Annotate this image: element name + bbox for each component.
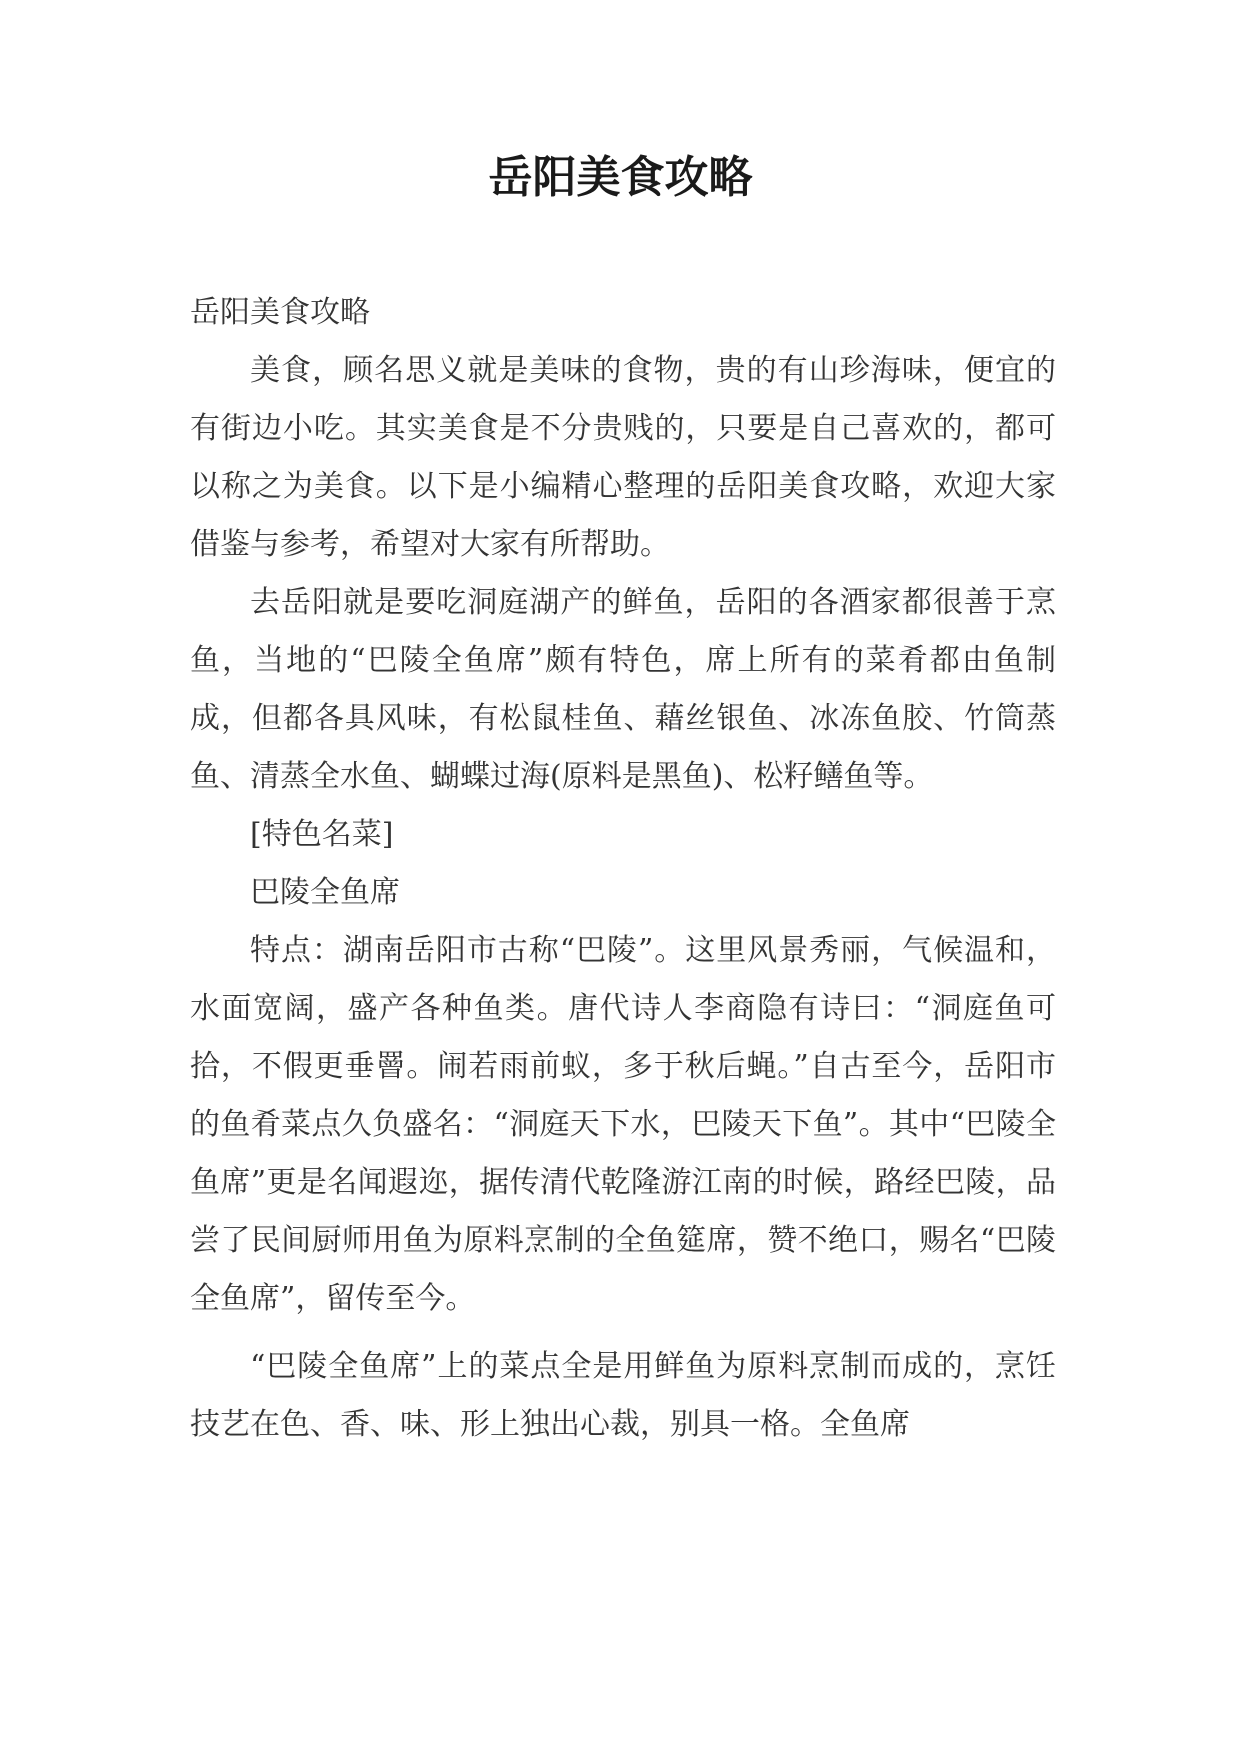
dish-name-heading: 巴陵全鱼席 — [250, 875, 400, 910]
section-heading-specialty: [特色名菜] — [250, 817, 394, 852]
document-body — [190, 284, 1056, 1454]
banquet-paragraph: “巴陵全鱼席”上的菜点全是用鲜鱼为原料烹制而成的，烹饪技艺在色、香、味、形上独出心裁，别具一格。全鱼席 — [190, 1349, 1056, 1442]
features-paragraph: 特点：湖南岳阳市古称“巴陵”。这里风景秀丽，气候温和，水面宽阔，盛产各种鱼类。唐代诗人李商隐有诗曰：“洞庭鱼可拾，不假更垂罾。闹若雨前蚁，多于秋后蝇。”自古至今，岳阳市的鱼肴菜点久负盛名：“洞庭天下水，巴陵天下鱼”。其中“巴陵全鱼席”更是名闻遐迩，据传清代乾隆游江南的时候，路经巴陵，品尝了民间厨师用鱼为原料烹制的全鱼筵席，赞不绝口，赐名“巴陵全鱼席”，留传至今。 — [190, 933, 1056, 1316]
document-title: 岳阳美食攻略 — [488, 152, 753, 203]
intro-paragraph: 美食，顾名思义就是美味的食物，贵的有山珍海味，便宜的有街边小吃。其实美食是不分贵贱的，只要是自己喜欢的，都可以称之为美食。以下是小编精心整理的岳阳美食攻略，欢迎大家借鉴与参考，希望对大家有所帮助。 — [190, 353, 1056, 562]
subtitle-paragraph: 岳阳美食攻略 — [190, 295, 370, 330]
fish-dishes-paragraph: 去岳阳就是要吃洞庭湖产的鲜鱼，岳阳的各酒家都很善于烹鱼，当地的“巴陵全鱼席”颇有特色，席上所有的菜肴都由鱼制成，但都各具风味，有松鼠桂鱼、藉丝银鱼、冰冻鱼胶、竹筒蒸鱼、清蒸全水鱼、蝴蝶过海(原料是黑鱼)、松籽鳝鱼等。 — [190, 585, 1056, 794]
